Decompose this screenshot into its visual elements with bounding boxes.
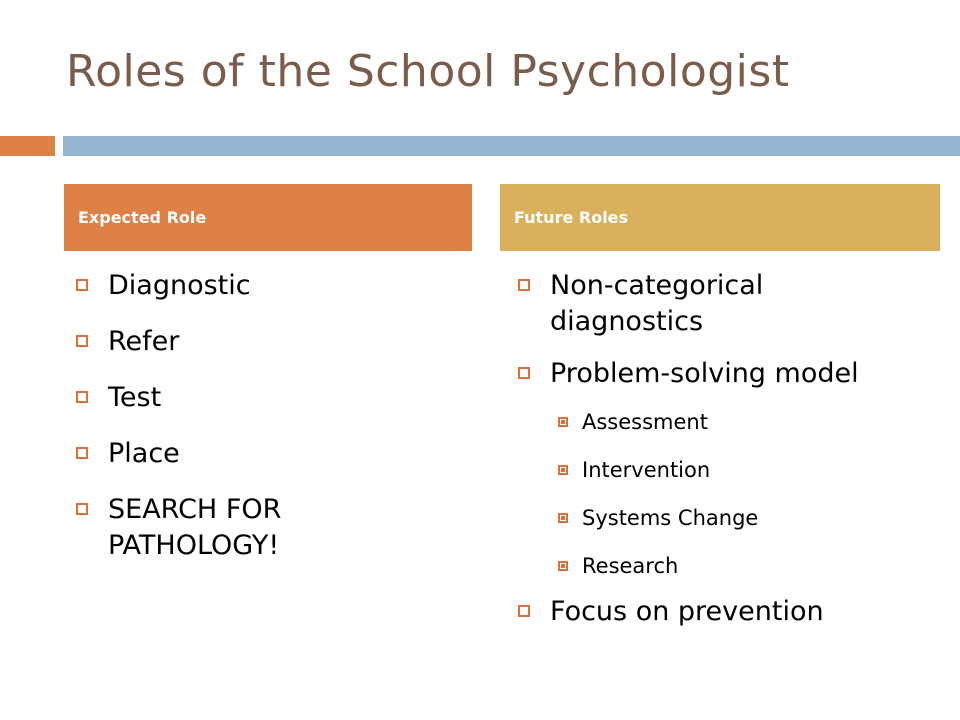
- hollow-square-icon: [518, 279, 530, 291]
- list-item-text: Focus on prevention: [550, 596, 824, 627]
- list-item: [70, 380, 460, 416]
- list-item: [512, 356, 942, 392]
- sub-list-item: [512, 552, 942, 580]
- list-item-text: SEARCH FOR PATHOLOGY!: [108, 494, 282, 561]
- slide-title: Roles of the School Psychologist: [66, 46, 790, 97]
- hollow-square-icon: [76, 335, 88, 347]
- list-item-text: Diagnostic: [108, 270, 251, 301]
- future-roles-header-label: Future Roles: [514, 208, 629, 227]
- list-item: [70, 436, 460, 472]
- filled-square-icon: [558, 465, 568, 475]
- hollow-square-icon: [76, 391, 88, 403]
- filled-square-icon: [558, 417, 568, 427]
- list-item: [70, 268, 460, 304]
- sub-list-item-text: Research: [582, 554, 679, 578]
- list-item-text: Test: [108, 382, 162, 413]
- future-roles-header: [500, 184, 940, 251]
- list-item: [512, 594, 942, 630]
- sub-list-item: [512, 504, 942, 532]
- sub-list-item-text: Systems Change: [582, 506, 759, 530]
- hollow-square-icon: [76, 447, 88, 459]
- hollow-square-icon: [518, 605, 530, 617]
- title-underline-accent: [0, 136, 55, 156]
- sub-list-item-text: Assessment: [582, 410, 708, 434]
- hollow-square-icon: [76, 279, 88, 291]
- filled-square-icon: [558, 561, 568, 571]
- hollow-square-icon: [76, 503, 88, 515]
- list-item: [70, 492, 368, 564]
- filled-square-icon: [558, 513, 568, 523]
- expected-role-header: [64, 184, 472, 251]
- list-item-text: Refer: [108, 326, 180, 357]
- list-item-text: Non-categorical diagnostics: [550, 270, 764, 337]
- list-item: [70, 324, 460, 360]
- sub-list-item: [512, 408, 942, 436]
- list-item: [512, 268, 840, 340]
- title-underline-bar: [63, 136, 960, 156]
- future-roles-list: [512, 268, 942, 650]
- list-item-text: Problem-solving model: [550, 358, 859, 389]
- expected-role-list: [70, 268, 460, 584]
- sub-list-item-text: Intervention: [582, 458, 711, 482]
- expected-role-header-label: Expected Role: [78, 208, 207, 227]
- hollow-square-icon: [518, 367, 530, 379]
- list-item-text: Place: [108, 438, 180, 469]
- sub-list-item: [512, 456, 942, 484]
